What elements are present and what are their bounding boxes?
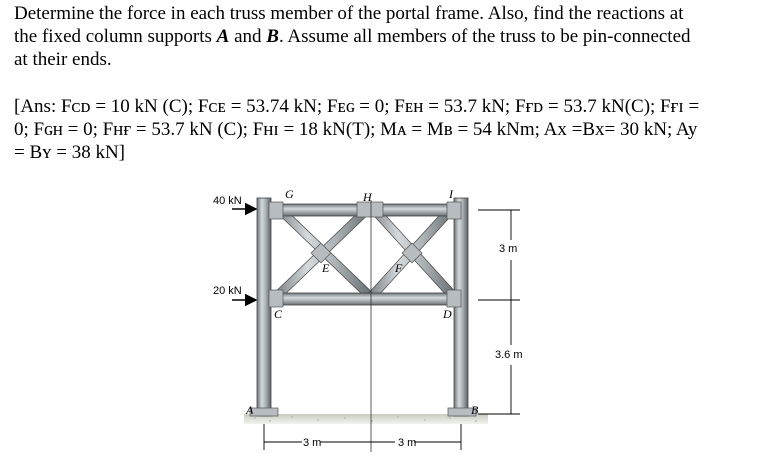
gusset-i	[447, 202, 461, 219]
joint-i-label: I	[449, 187, 453, 201]
gusset-c	[269, 290, 283, 307]
dim-right-top-label: 3 m	[499, 243, 518, 255]
gusset-g	[269, 202, 283, 219]
joint-h-label: H	[363, 190, 372, 204]
joint-d-label: D	[443, 307, 452, 321]
dim-bottom-left-label: 3 m	[303, 437, 322, 449]
dimension-bottom	[264, 424, 461, 450]
support-a-ref: A	[216, 26, 230, 47]
statement-line-1: Determine the force in each truss member of the portal frame. Also, find the reactions at	[14, 3, 684, 24]
joint-b-label: B	[471, 403, 479, 417]
gusset-h	[357, 202, 383, 217]
joint-g-label: G	[285, 187, 294, 201]
statement-line-2-b: and	[229, 26, 267, 47]
truss-diagonals	[270, 206, 460, 297]
dim-bottom-right-label: 3 m	[398, 437, 417, 449]
joint-a-label: A	[246, 403, 254, 417]
joint-f-label: F	[395, 261, 403, 275]
gusset-d	[447, 290, 461, 307]
joint-c-label: C	[274, 307, 283, 321]
joint-e-label: E	[322, 261, 330, 275]
statement-line-3: at their ends.	[14, 49, 112, 70]
statement-line-2-a: the fixed column supports	[14, 26, 217, 47]
answer-line-1: [Ans: Fᴄᴅ = 10 kN (C); Fᴄᴇ = 53.74 kN; Fᴇɢ = 0; Fᴇʜ = 53.7 kN; Fғᴅ = 53.7 kN(C); Fғɪ =	[14, 96, 700, 117]
base-plate-a	[250, 408, 278, 416]
dim-right-bottom-label: 3.6 m	[495, 349, 523, 361]
statement-line-2-c: . Assume all members of the truss to be pin-connected	[278, 26, 691, 47]
load-mid-label: 20 kN	[213, 285, 242, 297]
member-bottom-chord	[270, 293, 460, 305]
support-b-ref: B	[266, 26, 279, 47]
dimension-right	[478, 210, 520, 414]
answer-line-2: 0; Fɢʜ = 0; Fʜғ = 53.7 kN (C); Fʜɪ = 18 kN(T); Mᴀ = Mʙ = 54 kNm; Aх =Bх= 30 kN; Ay	[14, 119, 698, 140]
load-top-label: 40 kN	[213, 195, 242, 207]
answer-line-3: = Bʏ = 38 kN]	[14, 142, 126, 163]
